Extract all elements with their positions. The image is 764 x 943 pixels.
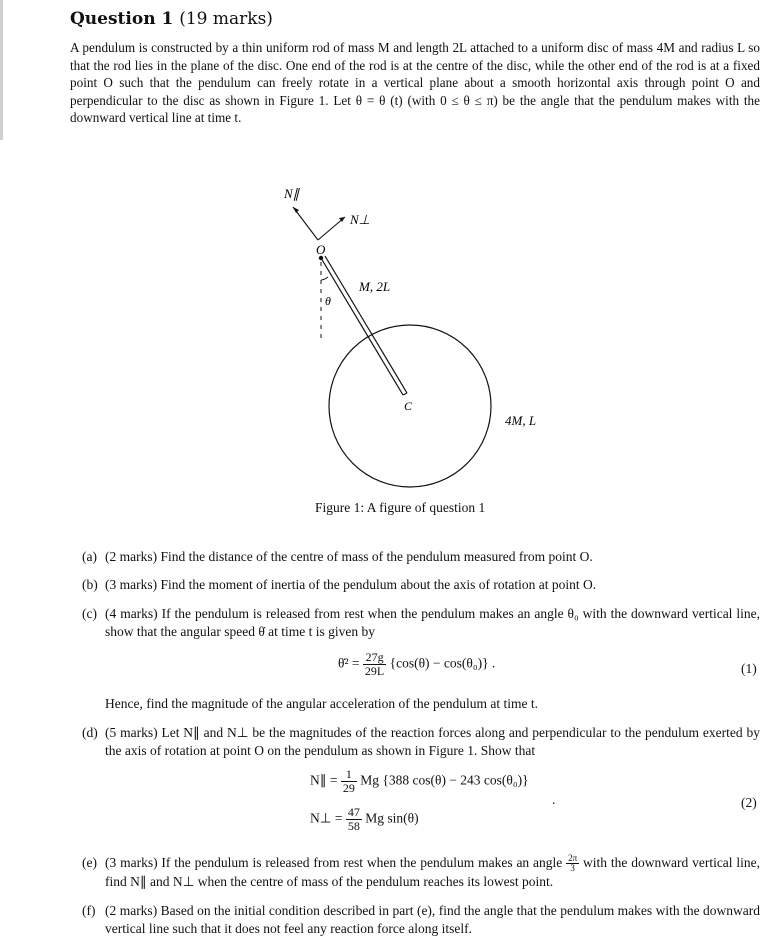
part-b-text: (3 marks) Find the moment of inertia of the pendulum about the axis of rotation at point O. (105, 577, 597, 592)
figure-caption: Figure 1: A figure of question 1 (315, 500, 486, 515)
equation-2a (310, 768, 529, 795)
part-c-label: (c) (82, 606, 97, 621)
eq2b-rhs: Mg sin(θ) (365, 810, 419, 826)
part-f (82, 902, 760, 937)
part-f-text: (2 marks) Based on the initial condition described in part (e), find the angle that the pendulum makes with the downward vertical line such that it does not feel any reaction force along itself. (105, 903, 760, 936)
part-c-followup: Hence, find the magnitude of the angular acceleration of the pendulum at time t. (105, 696, 538, 711)
eq1-numerator: 27g (363, 651, 386, 665)
eq1-denominator: 29L (364, 664, 385, 678)
equation-1-number: (1) (741, 661, 757, 676)
eq2a-lhs: N∥ = (310, 772, 338, 788)
eq1-lhs: θ̇² = (338, 655, 360, 671)
eq1-rhs: {cos(θ) − cos(θ₀)} . (389, 655, 496, 671)
part-a-label: (a) (82, 549, 97, 564)
part-c-text: (4 marks) If the pendulum is released from rest when the pendulum makes an angle θ₀ with the downward vertical line, show that the angular speed θ̇ at time t is given by (105, 606, 760, 639)
part-e-text-before: (3 marks) If the pendulum is released from rest when the pendulum makes an angle (105, 855, 563, 870)
part-d-text: (5 marks) Let N∥ and N⊥ be the magnitudes of the reaction forces along and perpendicular to the pendulum exerted by the axis of rotation at point O on the pendulum as shown in Figure 1. Show that (105, 725, 760, 758)
part-e-label: (e) (82, 855, 97, 870)
label-rod: M, 2L (359, 279, 391, 294)
part-b (82, 576, 760, 594)
eq2b-fraction (346, 806, 362, 833)
part-c (82, 605, 760, 640)
equation-2b (310, 806, 419, 833)
equation-1 (338, 651, 495, 678)
label-o: O (316, 242, 326, 257)
part-d-label: (d) (82, 725, 98, 740)
question-marks: (19 marks) (179, 9, 273, 29)
n-par-arrowhead (293, 207, 299, 213)
rod-end (403, 393, 407, 395)
label-n-par: N∥ (284, 186, 300, 201)
eq2a-numerator: 1 (341, 768, 357, 782)
equation-2-period: . (552, 792, 556, 807)
part-e-angle-fraction (566, 854, 579, 873)
part-e-text-after: with the downward vertical line, find N∥ and N⊥ when the centre of mass of the pendulum reaches its lowest point. (105, 855, 761, 890)
eq1-fraction (363, 651, 386, 678)
equation-2-number: (2) (741, 795, 757, 810)
part-f-label: (f) (82, 903, 96, 918)
rod-edge-right (325, 256, 407, 393)
part-b-label: (b) (82, 577, 98, 592)
question-heading: Question 1 (70, 9, 174, 29)
part-a-text: (2 marks) Find the distance of the centre of mass of the pendulum measured from point O. (105, 549, 593, 564)
eq2b-denominator: 58 (347, 819, 360, 833)
label-n-perp: N⊥ (350, 212, 370, 227)
label-c: C (404, 399, 413, 413)
label-theta: θ (325, 294, 331, 308)
label-disc: 4M, L (505, 413, 537, 428)
part-e-angle-numerator: 2π (568, 853, 578, 864)
part-e (82, 854, 760, 891)
part-d (82, 724, 760, 759)
part-e-angle-denominator: 3 (570, 863, 575, 874)
intro-paragraph: A pendulum is constructed by a thin uniform rod of mass M and length 2L attached to a uniform disc of mass 4M and radius L so that the rod lies in the plane of the disc. One end of the rod is at the centre of the disc, while the other end of the rod is at a fixed point O such that the pendulum can freely rotate in a vertical plane about a smooth horizontal axis through point O and perpendicular to the disc as shown in Figure 1. Let θ = θ (t) (with 0 ≤ θ ≤ π) be the angle that the pendulum makes with the downward vertical line at time t. (70, 40, 760, 125)
eq2b-numerator: 47 (347, 805, 360, 819)
part-e-body (105, 854, 760, 891)
eq2a-denominator: 29 (342, 781, 355, 795)
part-a (82, 548, 760, 566)
theta-arc (321, 277, 328, 280)
eq2a-rhs: Mg {388 cos(θ) − 243 cos(θ₀)} (360, 772, 529, 788)
eq2b-lhs: N⊥ = (310, 810, 343, 826)
eq2a-fraction (341, 768, 357, 795)
